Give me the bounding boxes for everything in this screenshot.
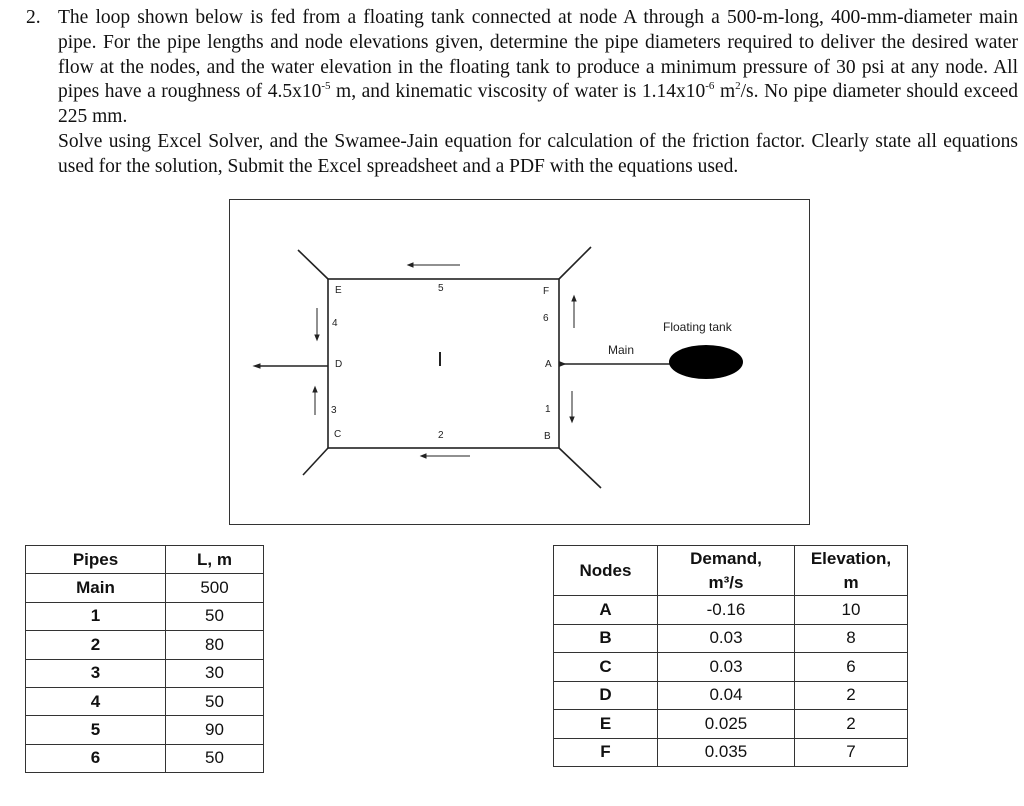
main-pipe-label: Main <box>608 343 635 357</box>
pipe-cell: 6 <box>26 744 166 772</box>
table-row <box>26 687 264 715</box>
table-row <box>26 744 264 772</box>
table-row <box>26 659 264 687</box>
node-B-label: B <box>544 431 551 442</box>
branch-B <box>559 448 601 488</box>
table-row <box>554 681 908 710</box>
pipe-cell: 3 <box>26 659 166 687</box>
table-row <box>554 738 908 767</box>
node-cell: B <box>554 624 658 653</box>
table-row <box>26 716 264 744</box>
node-D-label: D <box>335 359 343 370</box>
branch-E <box>298 250 328 279</box>
header-pipes: Pipes <box>26 546 166 574</box>
pipe-loop <box>328 279 559 448</box>
elevation-cell: 7 <box>795 738 908 767</box>
problem-paragraph-2: Solve using Excel Solver, and the Swamee-Jain equation for calculation of the friction factor. Clearly state all equations used for the solution, Submit the Excel spreadsheet and a PDF with the equations used. <box>58 130 1018 177</box>
length-cell: 50 <box>166 687 264 715</box>
length-cell: 500 <box>166 574 264 602</box>
branch-C <box>303 448 328 475</box>
node-demand-table <box>553 545 908 767</box>
header-nodes: Nodes <box>554 546 658 596</box>
table-row <box>554 710 908 739</box>
floating-tank <box>669 345 743 379</box>
node-cell: E <box>554 710 658 739</box>
pipe-3-label: 3 <box>331 405 337 416</box>
pipe-1-label: 1 <box>545 404 551 415</box>
pipe-network-diagram <box>230 200 811 526</box>
demand-cell: 0.035 <box>658 738 795 767</box>
table-row <box>554 596 908 625</box>
elevation-cell: 2 <box>795 710 908 739</box>
problem-number: 2. <box>26 7 41 28</box>
node-cell: A <box>554 596 658 625</box>
branch-F <box>559 247 591 279</box>
table-row <box>26 574 264 602</box>
elevation-cell: 10 <box>795 596 908 625</box>
floating-tank-label: Floating tank <box>663 320 732 334</box>
pipe-6-label: 6 <box>543 313 549 324</box>
node-cell: D <box>554 681 658 710</box>
pipe-5-label: 5 <box>438 283 444 294</box>
length-cell: 50 <box>166 602 264 630</box>
problem-text <box>58 6 1018 180</box>
length-cell: 30 <box>166 659 264 687</box>
length-cell: 80 <box>166 631 264 659</box>
header-elevation: Elevation, m <box>795 546 908 596</box>
pipe-2-label: 2 <box>438 430 444 441</box>
length-cell: 90 <box>166 716 264 744</box>
header-demand: Demand, m³/s <box>658 546 795 596</box>
node-A-label: A <box>545 359 552 370</box>
table-header-row <box>554 546 908 596</box>
demand-cell: 0.04 <box>658 681 795 710</box>
node-cell: F <box>554 738 658 767</box>
pipe-cell: 5 <box>26 716 166 744</box>
pipe-cell: 2 <box>26 631 166 659</box>
demand-cell: -0.16 <box>658 596 795 625</box>
node-E-label: E <box>335 285 342 296</box>
table-row <box>26 602 264 630</box>
demand-cell: 0.03 <box>658 653 795 682</box>
elevation-cell: 6 <box>795 653 908 682</box>
demand-cell: 0.025 <box>658 710 795 739</box>
length-cell: 50 <box>166 744 264 772</box>
table-header-row <box>26 546 264 574</box>
node-F-label: F <box>543 286 550 297</box>
pipe-lengths-table <box>25 545 264 773</box>
header-length: L, m <box>166 546 264 574</box>
node-C-label: C <box>334 429 342 440</box>
pipe-cell: 1 <box>26 602 166 630</box>
elevation-cell: 2 <box>795 681 908 710</box>
problem-paragraph-1: The loop shown below is fed from a floating tank connected at node A through a 500-m-long, 400-mm-diameter main pipe. For the pipe lengths and node elevations given, determine the pipe diameters required to deliver the desired water flow at the nodes, and the water elevation in the floating tank to produce a minimum pressure of 30 psi at any node. All pipes have a roughness of $4.5x10^{-5}$ m, and kinematic viscosity of water is $1.14x10^{-6}$ $m^2/s$. No pipe diameter should exceed 225 mm. <box>58 7 1019 128</box>
pipe-loop-figure <box>229 199 810 525</box>
elevation-cell: 8 <box>795 624 908 653</box>
pipe-cell: 4 <box>26 687 166 715</box>
table-row <box>554 653 908 682</box>
node-cell: C <box>554 653 658 682</box>
pipe-cell: Main <box>26 574 166 602</box>
table-row <box>554 624 908 653</box>
problem-statement <box>18 6 1018 180</box>
table-row <box>26 631 264 659</box>
pipe-4-label: 4 <box>332 318 338 329</box>
demand-cell: 0.03 <box>658 624 795 653</box>
